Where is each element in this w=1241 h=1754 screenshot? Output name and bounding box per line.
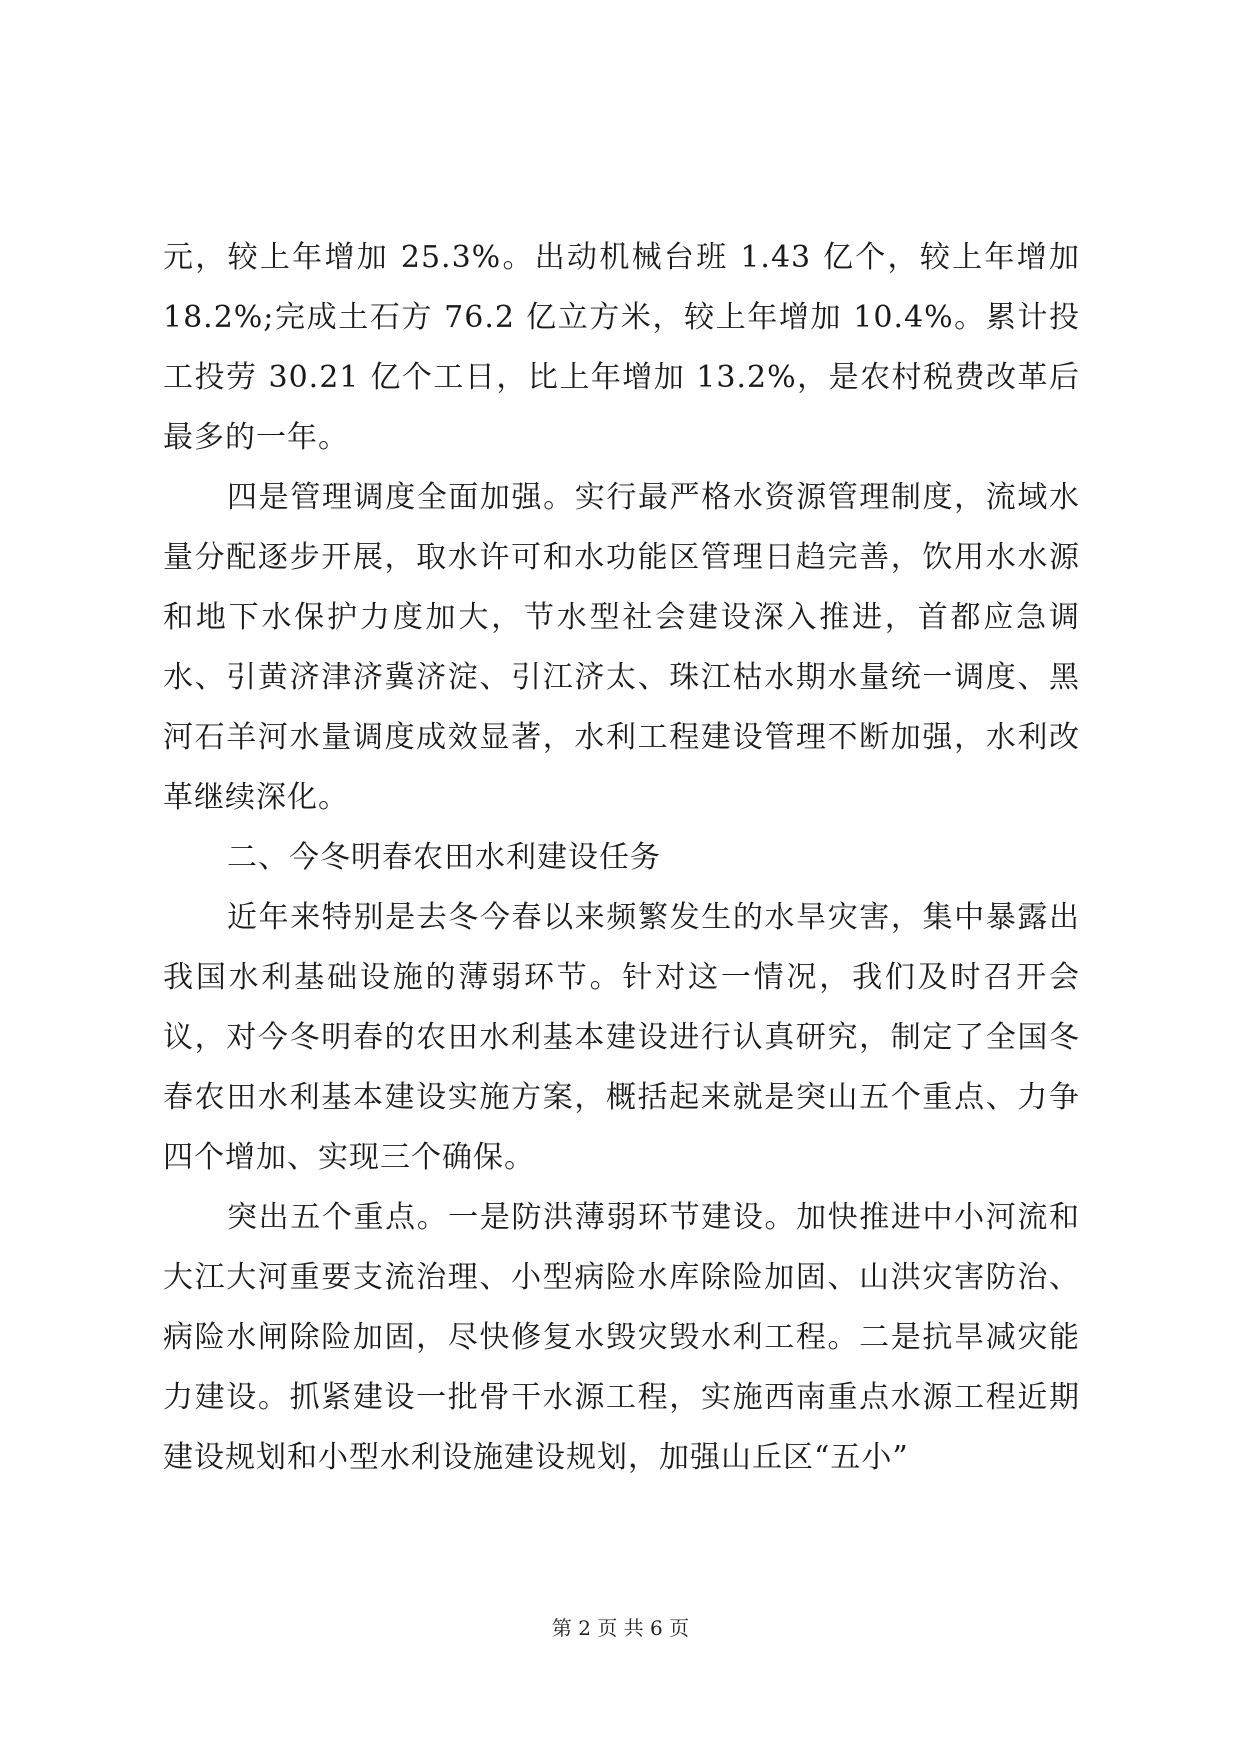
paragraph-1: 元，较上年增加 25.3%。出动机械台班 1.43 亿个，较上年增加 18.2%;完成土石方 76.2 亿立方米，较上年增加 10.4%。累计投工投劳 30.21 亿个工日，比上年增加 13.2%，是农村税费改革后最多的一年。: [163, 240, 1080, 455]
paragraph-4: 突出五个重点。一是防洪薄弱环节建设。加快推进中小河流和大江大河重要支流治理、小型病险水库除险加固、山洪灾害防治、病险水闸除险加固，尽快修复水毁灾毁水利工程。二是抗旱减灾能力建设。抓紧建设一批骨干水源工程，实施西南重点水源工程近期建设规划和小型水利设施建设规划，加强山丘区“五小”: [163, 1200, 1080, 1475]
paragraph-2: 四是管理调度全面加强。实行最严格水资源管理制度，流域水量分配逐步开展，取水许可和水功能区管理日趋完善，饮用水水源和地下水保护力度加大，节水型社会建设深入推进，首都应急调水、引黄济津济冀济淀、引江济太、珠江枯水期水量统一调度、黑河石羊河水量调度成效显著，水利工程建设管理不断加强，水利改革继续深化。: [163, 480, 1080, 815]
document-body: [163, 228, 1080, 1488]
page-number-footer: 第 2 页 共 6 页: [551, 1616, 690, 1640]
paragraph-3: 近年来特别是去冬今春以来频繁发生的水旱灾害，集中暴露出我国水利基础设施的薄弱环节。针对这一情况，我们及时召开会议，对今冬明春的农田水利基本建设进行认真研究，制定了全国冬春农田水利基本建设实施方案，概括起来就是突山五个重点、力争四个增加、实现三个确保。: [163, 900, 1080, 1175]
section-heading: 二、今冬明春农田水利建设任务: [227, 840, 661, 875]
